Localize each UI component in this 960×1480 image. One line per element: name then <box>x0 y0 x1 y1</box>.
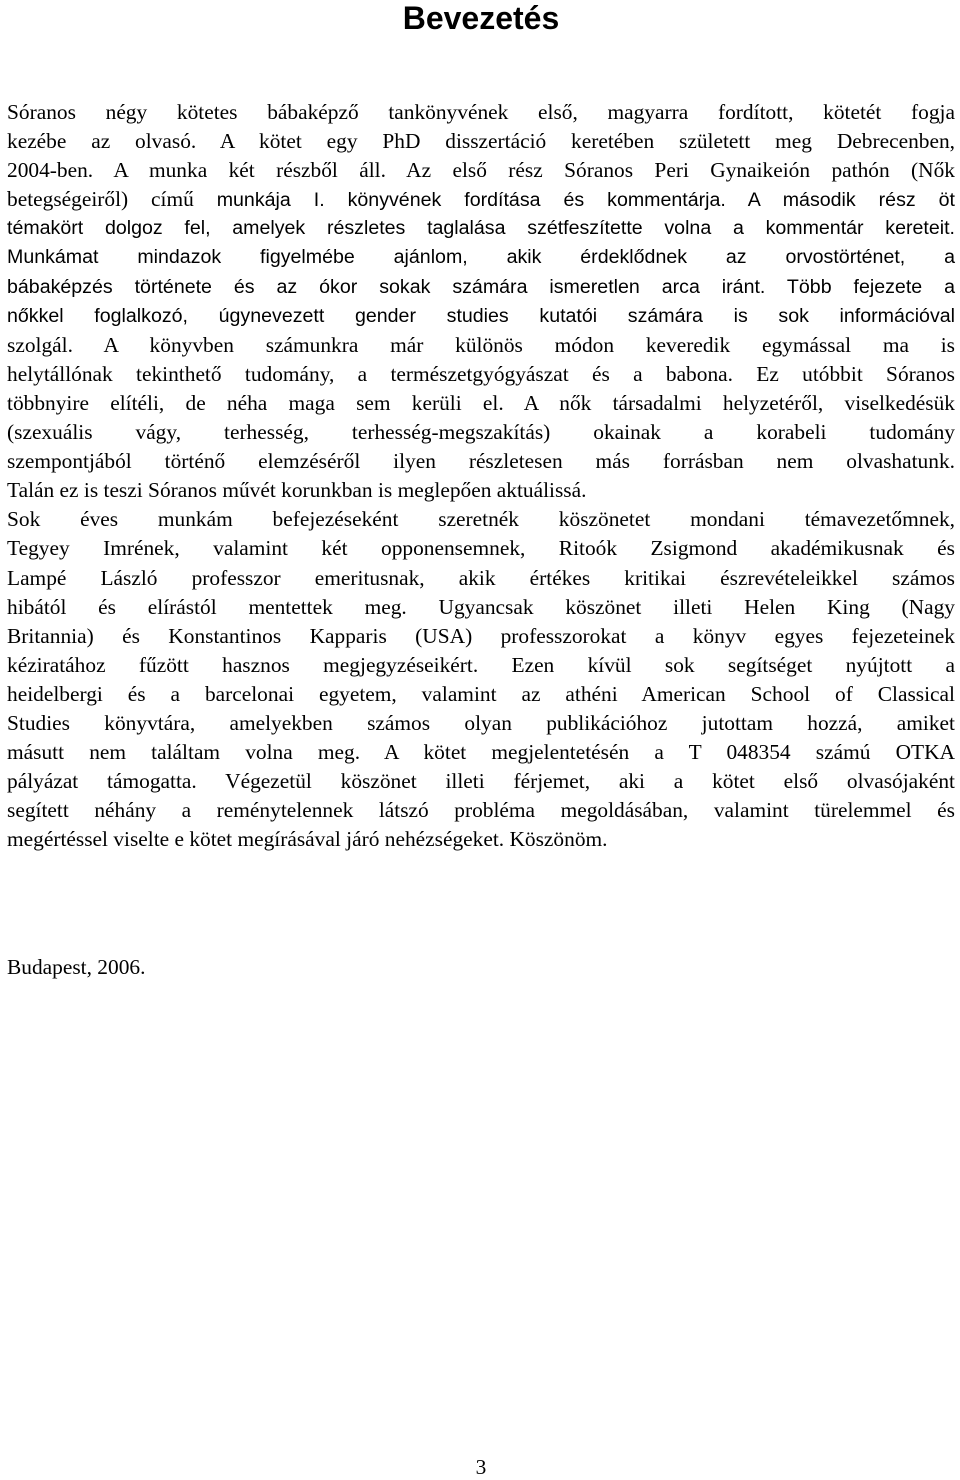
document-page <box>7 0 955 1479</box>
text-line: Talán ez is teszi Sóranos művét korunkban is meglepően aktuálissá. <box>7 478 587 503</box>
text-line: Sok éves munkám befejezéseként szeretnék köszönetet mondani témavezetőmnek, <box>7 507 955 532</box>
text-line: Tegyey Imrének, valamint két opponensemnek, Ritoók Zsigmond akadémikusnak és <box>7 536 955 561</box>
text-line: kéziratához fűzött hasznos megjegyzéseikért. Ezen kívül sok segítséget nyújtott a <box>7 652 955 677</box>
text-line: hibától és elírástól mentettek meg. Ugyancsak köszönet illeti Helen King (Nagy <box>7 594 955 619</box>
text-segment: munkája I. könyvének fordítása és kommentárja. A második rész öt <box>216 189 955 212</box>
text-line: megértéssel viselte e kötet megírásával járó nehézségeket. Köszönöm. <box>7 827 608 852</box>
text-line: témakört dolgoz fel, amelyek részletes taglalása szétfeszítette volna a kommentár kereteit. <box>7 217 955 240</box>
page-title: Bevezetés <box>402 0 560 36</box>
text-line: pályázat támogatta. Végezetül köszönet illeti férjemet, aki a kötet első olvasójaként <box>7 769 955 794</box>
text-line: (szexuális vágy, terhesség, terhesség-megszakítás) okainak a korabeli tudomány <box>7 420 955 445</box>
text-line: szolgál. A könyvben számunkra már különös módon keveredik egymással ma is <box>7 332 955 357</box>
body-text <box>7 98 955 854</box>
text-line: bábaképzés története és az ókor sokak számára ismeretlen arca iránt. Több fejezete a <box>7 275 955 298</box>
text-line: Studies könyvtára, amelyekben számos olyan publikációhoz jutottam hozzá, amiket <box>7 710 955 735</box>
text-line: kezébe az olvasó. A kötet egy PhD disszertáció keretében született meg Debrecenben, <box>7 129 955 154</box>
text-line: másutt nem találtam volna meg. A kötet megjelentetésén a T 048354 számú OTKA <box>7 740 955 765</box>
text-line: helytállónak tekinthető tudomány, a természetgyógyászat és a babona. Ez utóbbit Sóranos <box>7 361 955 386</box>
page-number: 3 <box>475 1455 487 1479</box>
text-line <box>7 185 955 214</box>
text-line: Lampé László professzor emeritusnak, akik értékes kritikai észrevételeikkel számos <box>7 565 955 590</box>
place-date: Budapest, 2006. <box>7 955 146 979</box>
text-line: szempontjából történő elemzéséről ilyen részletesen más forrásban nem olvashatunk. <box>7 449 955 474</box>
text-line: heidelbergi és a barcelonai egyetem, valamint az athéni American School of Classical <box>7 681 955 706</box>
text-line: Munkámat mindazok figyelmébe ajánlom, akik érdeklődnek az orvostörténet, a <box>7 246 955 269</box>
text-segment: betegségeiről) című <box>7 187 217 212</box>
text-line: többnyire elítéli, de néha maga sem kerüli el. A nők társadalmi helyzetéről, viselkedésük <box>7 390 955 415</box>
text-line: Sóranos négy kötetes bábaképző tankönyvének első, magyarra fordított, kötetét fogja <box>7 100 955 124</box>
text-line: nőkkel foglalkozó, úgynevezett gender studies kutatói számára is sok információval <box>7 304 955 327</box>
text-line: 2004-ben. A munka két részből áll. Az első rész Sóranos Peri Gynaikeión pathón (Nők <box>7 158 955 183</box>
text-line: segített néhány a reménytelennek látszó probléma megoldásában, valamint türelemmel és <box>7 798 955 823</box>
text-line: Britannia) és Konstantinos Kapparis (USA) professzorokat a könyv egyes fejezeteinek <box>7 623 955 648</box>
